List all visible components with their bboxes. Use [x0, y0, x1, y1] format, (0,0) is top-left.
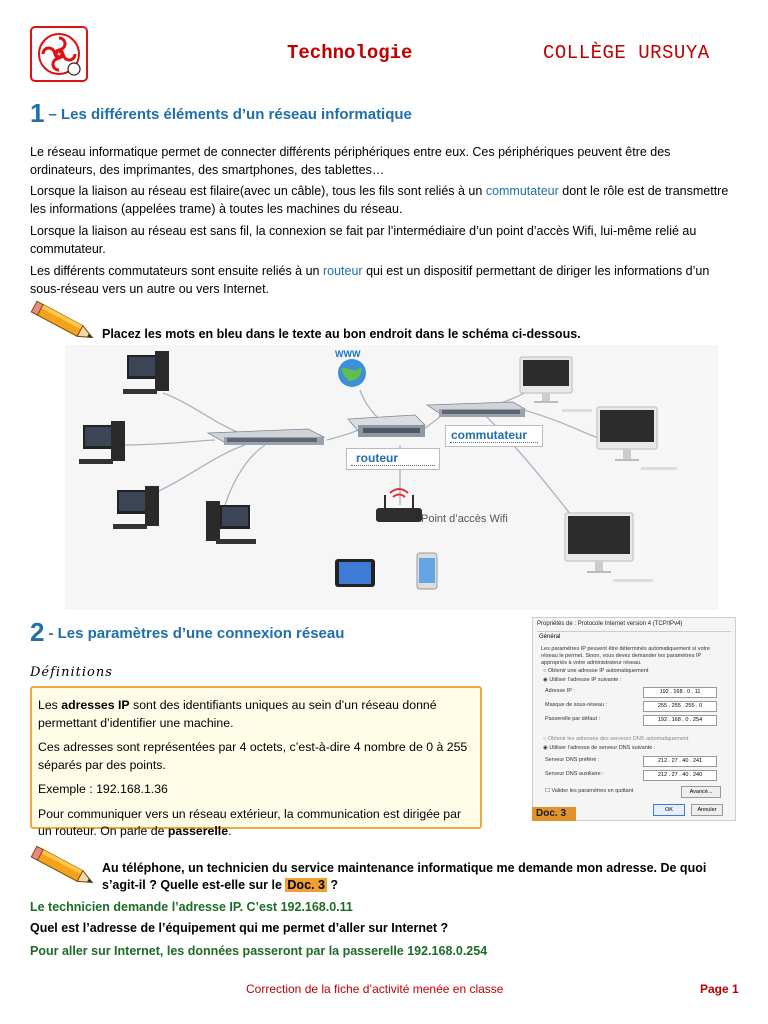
- ok-button: OK: [653, 804, 685, 816]
- switch-right: [427, 402, 525, 417]
- ip-field: 192 . 168 . 0 . 11: [643, 687, 717, 698]
- smartphone-device: [417, 553, 437, 589]
- question-2: Quel est l’adresse de l’équipement qui me permet d’aller sur Internet ?: [30, 921, 449, 935]
- footer-note: Correction de la fiche d’activité menée en classe: [246, 982, 504, 996]
- text: Les: [38, 698, 62, 712]
- radio-manual-dns: ◉ Utiliser l’adresse de serveur DNS suivante :: [543, 745, 656, 751]
- definitions-box: [30, 686, 482, 838]
- radio-auto-ip: ○ Obtenir une adresse IP automatiquement: [543, 668, 649, 674]
- dns2-label: Serveur DNS auxiliaire :: [545, 771, 604, 777]
- text: Pour communiquer vers un réseau extérieur, la communication est dirigée par un routeur. On parle de: [38, 806, 462, 838]
- keyword-routeur: routeur: [322, 264, 363, 278]
- gateway-field: 192 . 168 . 0 . 254: [643, 715, 717, 726]
- definition-ip: [38, 697, 468, 732]
- section-number: 2: [30, 617, 45, 647]
- section-title-text: – Les différents éléments d’un réseau informatique: [48, 106, 412, 123]
- dns1-field: 212 . 27 . 40 . 241: [643, 756, 717, 767]
- college-logo: [30, 26, 88, 82]
- paragraph-4: [30, 263, 730, 298]
- college-name: COLLÈGE URSUYA: [543, 42, 710, 64]
- network-diagram: [65, 345, 718, 610]
- wifi-access-point: [376, 489, 422, 522]
- switch-left: [208, 429, 324, 445]
- definition-gateway: [38, 806, 468, 841]
- cancel-button: Annuler: [691, 804, 723, 816]
- checkbox-label: Valider les paramètres en quittant: [551, 788, 634, 794]
- wifi-label: Point d’accès Wifi: [421, 513, 508, 525]
- text: sont des identifiants uniques au sein d’un réseau donné permettant d’identifier une machine.: [38, 698, 437, 730]
- definition-example: Exemple : 192.168.1.36: [38, 782, 168, 796]
- mask-field: 255 . 255 . 255 . 0: [643, 701, 717, 712]
- radio-manual-ip: ◉ Utiliser l’adresse IP suivante :: [543, 677, 622, 683]
- section-number: 1: [30, 98, 45, 128]
- ip-label: Adresse IP :: [545, 688, 575, 694]
- switch-label-box: [445, 425, 543, 447]
- doc3-reference: Doc. 3: [287, 878, 325, 892]
- router-device: [348, 415, 425, 437]
- definition-octets: Ces adresses sont représentées par 4 octets, c’est-à-dire 4 nombre de 0 à 255 séparés par des points.: [38, 740, 468, 772]
- radio-label: Utiliser l’adresse IP suivante :: [549, 677, 622, 683]
- gateway-label: Passerelle par défaut :: [545, 716, 601, 722]
- dns1-label: Serveur DNS préféré :: [545, 757, 600, 763]
- section-title-text: - Les paramètres d’une connexion réseau: [48, 625, 345, 642]
- paragraph-2: [30, 183, 730, 218]
- dialog-intro: Les paramètres IP peuvent être déterminés automatiquement si votre réseau le permet. Sinon, vous devez demander les paramètres IP appropriés à votre administrateur réseau.: [541, 646, 710, 666]
- dialog-title: Propriétés de : Protocole Internet version 4 (TCP/IPv4): [537, 621, 683, 627]
- answer-2: Pour aller sur Internet, les données passeront par la passerelle 192.168.0.254: [30, 944, 488, 958]
- term-ip: adresses IP: [61, 698, 130, 712]
- pencil-icon: [30, 845, 100, 891]
- definitions-heading: Définitions: [30, 665, 113, 680]
- router-label: routeur: [356, 451, 398, 465]
- globe-icon: [335, 349, 366, 387]
- network-diagram-drawing: [65, 345, 718, 610]
- dns2-field: 212 . 27 . 40 . 240: [643, 770, 717, 781]
- paragraph-3: [30, 223, 730, 258]
- question-text: ?: [326, 878, 339, 892]
- router-label-box: [346, 448, 440, 470]
- paragraph-text: Lorsque la liaison au réseau est filaire(avec un câble), tous les fils sont reliés à un: [30, 184, 486, 198]
- paragraph-text: dont le rôle est de transmettre les informations (appelées trame) à toutes les machines du réseau.: [30, 184, 729, 216]
- dotted-line: [351, 465, 435, 466]
- text: .: [228, 824, 232, 838]
- imac-3: [565, 513, 653, 582]
- paragraph-text: Les différents commutateurs sont ensuite reliés à un: [30, 264, 323, 278]
- desktop-pc-4: [206, 501, 256, 544]
- mask-label: Masque de sous-réseau :: [545, 702, 608, 708]
- svg-text:WWW: WWW: [335, 349, 361, 359]
- section-1-title: [30, 98, 412, 129]
- paragraph-1: [30, 144, 730, 179]
- answer-1: Le technicien demande l’adresse IP. C’est 192.168.0.11: [30, 900, 353, 914]
- validate-checkbox: ☐ Valider les paramètres en quittant: [545, 788, 634, 794]
- question-1: [102, 860, 732, 894]
- desktop-pc-3: [113, 486, 159, 529]
- keyword-commutateur: commutateur: [485, 184, 559, 198]
- radio-label: Obtenir les adresses des serveurs DNS automatiquement: [547, 736, 689, 742]
- pencil-icon: [30, 300, 100, 346]
- subject-title: Technologie: [287, 42, 413, 64]
- tab-general: Général: [539, 634, 561, 640]
- desktop-pc-2: [79, 421, 125, 464]
- dotted-line: [450, 442, 538, 443]
- question-text: Au téléphone, un technicien du service maintenance informatique me demande mon adresse. De quoi s’agit-il ? Quelle est-elle sur le: [102, 861, 707, 892]
- advanced-button: Avancé...: [681, 786, 721, 798]
- radio-auto-dns: ○ Obtenir les adresses des serveurs DNS automatiquement: [543, 736, 689, 742]
- radio-label: Utiliser l’adresse de serveur DNS suivante :: [549, 745, 656, 751]
- radio-label: Obtenir une adresse IP automatiquement: [547, 668, 649, 674]
- imac-2: [597, 407, 677, 470]
- doc3-ipv4-dialog: [532, 617, 736, 821]
- section-2-title: [30, 617, 344, 648]
- imac-1: [520, 357, 592, 412]
- page-number: Page 1: [700, 982, 739, 996]
- paragraph-text: qui est un dispositif permettant de diriger les informations d’un sous-réseau vers un autre ou vers Internet.: [30, 264, 710, 296]
- tablet-device: [335, 559, 375, 587]
- term-passerelle: passerelle: [167, 824, 229, 838]
- paragraph-text: Le réseau informatique permet de connecter différents périphériques entre eux. Ces périphériques peuvent être des ordinateurs, des imprimantes, des smartphones, des tablettes…: [30, 145, 671, 177]
- switch-label: commutateur: [451, 428, 528, 442]
- desktop-pc-1: [123, 351, 169, 394]
- doc3-label: Doc. 3: [532, 807, 576, 821]
- instruction-text: Placez les mots en bleu dans le texte au bon endroit dans le schéma ci-dessous.: [102, 327, 581, 341]
- paragraph-text: Lorsque la liaison au réseau est sans fil, la connexion se fait par l’intermédiaire d’un point d’accès Wifi, lui-même relié au commutateur.: [30, 224, 697, 256]
